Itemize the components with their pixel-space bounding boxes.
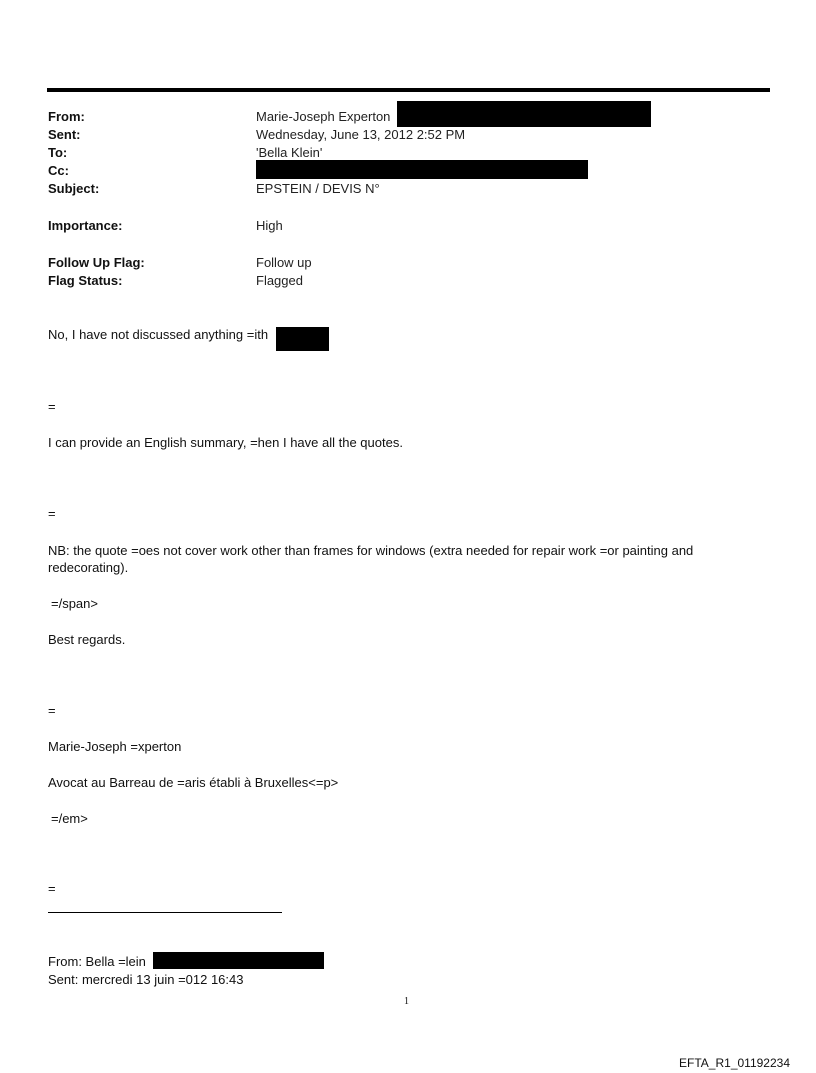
sent-label: Sent: <box>48 127 81 142</box>
to-value: 'Bella Klein' <box>256 145 323 160</box>
page-number: 1 <box>404 996 409 1007</box>
body-equals-1: = <box>48 399 56 414</box>
from-value: Marie-Joseph Experton <box>256 109 391 124</box>
signature-name: Marie-Joseph =xperton <box>48 739 182 754</box>
body-equals-2: = <box>48 506 56 521</box>
sent-value: Wednesday, June 13, 2012 2:52 PM <box>256 127 466 142</box>
quoted-separator <box>48 912 282 913</box>
body-regards: Best regards. <box>48 632 126 647</box>
from-label: From: <box>48 109 85 124</box>
follow-up-flag-value: Follow up <box>256 255 312 270</box>
redaction-box <box>153 952 324 969</box>
quoted-sent-line: Sent: mercredi 13 juin =012 16:43 <box>48 972 244 987</box>
body-equals-4: = <box>48 881 56 896</box>
flag-status-label: Flag Status: <box>48 273 123 288</box>
importance-label: Importance: <box>48 218 123 233</box>
redaction-box <box>276 327 329 351</box>
bates-number: EFTA_R1_01192234 <box>679 1056 790 1070</box>
subject-label: Subject: <box>48 181 100 196</box>
redaction-box <box>256 160 588 179</box>
to-label: To: <box>48 145 68 160</box>
signature-title: Avocat au Barreau de =aris établi à Bruxelles<=p> <box>48 775 339 790</box>
body-span-artifact: =/span> <box>51 596 98 611</box>
body-equals-3: = <box>48 703 56 718</box>
flag-status-value: Flagged <box>256 273 303 288</box>
body-em-artifact: =/em> <box>51 811 88 826</box>
redaction-box <box>397 101 651 127</box>
header-rule <box>47 88 770 92</box>
follow-up-flag-label: Follow Up Flag: <box>48 255 145 270</box>
subject-value: EPSTEIN / DEVIS N° <box>256 181 380 196</box>
cc-label: Cc: <box>48 163 69 178</box>
body-line-summary: I can provide an English summary, =hen I have all the quotes. <box>48 435 403 450</box>
body-line-nb: NB: the quote =oes not cover work other than frames for windows (extra needed for repair work =or painting and redecorating). <box>48 543 694 575</box>
importance-value: High <box>256 218 283 233</box>
quoted-from-line: From: Bella =lein <box>48 954 146 969</box>
body-line-discussed: No, I have not discussed anything =ith <box>48 327 269 342</box>
